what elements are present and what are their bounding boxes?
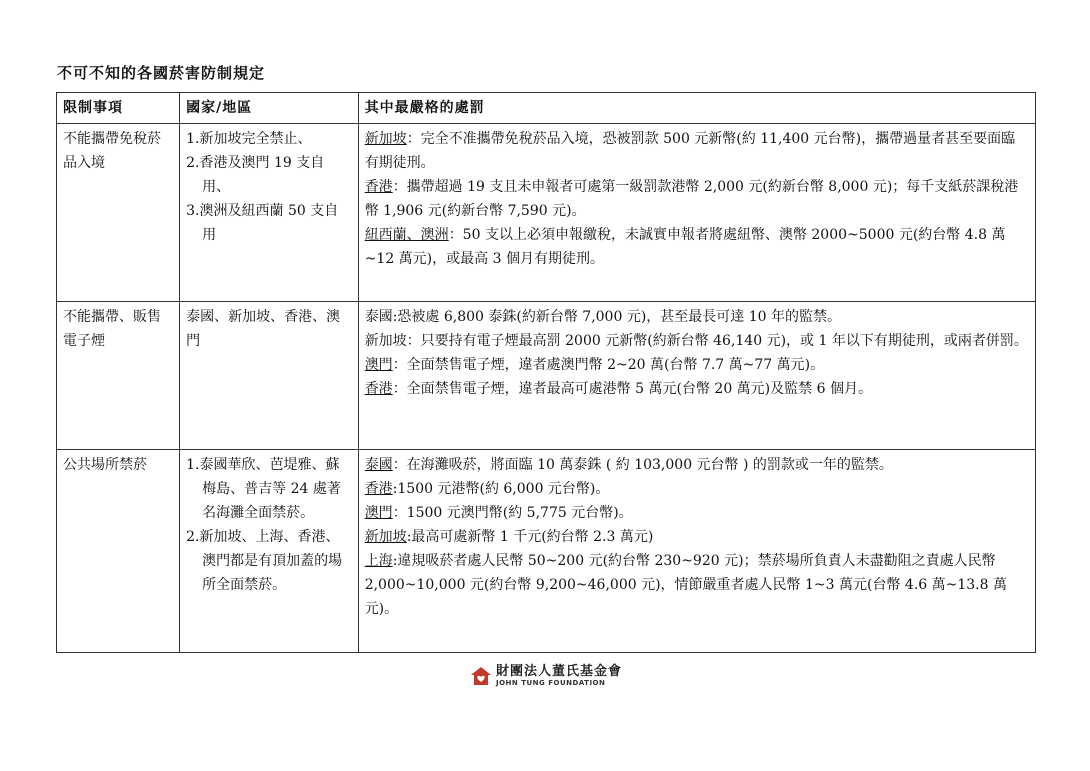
region-cell bbox=[180, 450, 359, 653]
penalty-entry bbox=[365, 549, 1029, 621]
restriction-text: 不能攜帶免稅菸品入境 bbox=[63, 131, 161, 171]
logo-chinese-text: 財團法人董氏基金會 bbox=[496, 664, 623, 679]
header-region: 國家/地區 bbox=[180, 93, 359, 124]
penalty-region-tag: 泰國 bbox=[364, 457, 393, 473]
region-item: 泰國、新加坡、香港、澳門 bbox=[186, 309, 341, 349]
penalty-entry bbox=[365, 305, 1029, 329]
penalty-text: ：只要持有電子煙最高罰 2000 元新幣(約新台幣 46,140 元)，或 1 年以下有期徒刑，或兩者併罰。 bbox=[406, 333, 1028, 349]
penalty-text: :1500 元港幣(約 6,000 元台幣)。 bbox=[392, 481, 610, 497]
penalty-text: ：完全不准攜帶免稅菸品入境，恐被罰款 500 元新幣(約 11,400 元台幣)，攜帶過量者甚至要面臨有期徒刑。 bbox=[364, 131, 1016, 171]
restriction-text: 公共場所禁菸 bbox=[63, 457, 147, 473]
penalty-entry bbox=[365, 175, 1029, 223]
penalty-region-tag: 新加坡 bbox=[364, 333, 407, 349]
region-cell bbox=[180, 302, 359, 450]
penalty-region-tag: 澳門 bbox=[364, 357, 393, 373]
penalty-region-tag: 新加坡 bbox=[364, 131, 407, 147]
penalty-text: ：全面禁售電子煙，違者處澳門幣 2~20 萬(台幣 7.7 萬~77 萬元)。 bbox=[392, 357, 825, 373]
penalty-cell bbox=[358, 450, 1035, 653]
region-item: 2.香港及澳門 19 支自用、 bbox=[186, 155, 325, 195]
table-row bbox=[57, 302, 1036, 450]
region-item: 1.泰國華欣、芭堤雅、蘇梅島、普吉等 24 處著名海灘全面禁菸。 bbox=[186, 457, 341, 521]
region-cell bbox=[180, 124, 359, 302]
restriction-cell bbox=[57, 450, 180, 653]
penalty-text: :違規吸菸者處人民幣 50~200 元(約台幣 230~920 元)；禁菸場所負責人未盡勸阻之責處人民幣 2,000~10,000 元(約台幣 9,200~46,000 元)，情節嚴重者處人民幣 1~3 萬元(台幣 4.6 萬~13.8 萬元)。 bbox=[364, 553, 1007, 617]
penalty-region-tag: 紐西蘭、澳洲 bbox=[364, 227, 449, 243]
penalty-entry bbox=[365, 223, 1029, 271]
penalty-entry bbox=[365, 525, 1029, 549]
restriction-cell bbox=[57, 124, 180, 302]
region-item: 3.澳洲及紐西蘭 50 支自用 bbox=[186, 203, 339, 243]
document-title: 不可不知的各國菸害防制規定 bbox=[57, 64, 266, 82]
penalty-region-tag: 上海 bbox=[364, 553, 393, 569]
penalty-text: ：1500 元澳門幣(約 5,775 元台幣)。 bbox=[392, 505, 633, 521]
header-restriction: 限制事項 bbox=[57, 93, 180, 124]
logo-english-text: JOHN TUNG FOUNDATION bbox=[496, 679, 606, 687]
region-item: 1.新加坡完全禁止、 bbox=[186, 131, 312, 147]
table-header-row bbox=[57, 93, 1036, 124]
penalty-entry bbox=[365, 353, 1029, 377]
penalty-cell bbox=[358, 302, 1035, 450]
foundation-logo bbox=[470, 665, 622, 687]
penalty-region-tag: 泰國 bbox=[364, 309, 393, 325]
penalty-cell bbox=[358, 124, 1035, 302]
table-row bbox=[57, 450, 1036, 653]
penalty-text: ：攜帶超過 19 支且未申報者可處第一級罰款港幣 2,000 元(約新台幣 8,000 元)；每千支紙菸課稅港幣 1,906 元(約新台幣 7,590 元)。 bbox=[364, 179, 1019, 219]
penalty-entry bbox=[365, 377, 1029, 401]
table-row bbox=[57, 124, 1036, 302]
penalty-text: ：全面禁售電子煙，違者最高可處港幣 5 萬元(台幣 20 萬元)及監禁 6 個月。 bbox=[392, 381, 872, 397]
penalty-entry bbox=[365, 329, 1029, 353]
restriction-text: 不能攜帶、販售電子煙 bbox=[63, 309, 161, 349]
penalty-entry bbox=[365, 127, 1029, 175]
penalty-entry bbox=[365, 453, 1029, 477]
penalty-text: :恐被處 6,800 泰銖(約新台幣 7,000 元)，甚至最長可達 10 年的監禁。 bbox=[392, 309, 842, 325]
penalty-region-tag: 新加坡 bbox=[364, 529, 407, 545]
regulations-table bbox=[56, 92, 1036, 653]
restriction-cell bbox=[57, 302, 180, 450]
penalty-region-tag: 香港 bbox=[364, 481, 393, 497]
penalty-region-tag: 香港 bbox=[364, 179, 393, 195]
header-penalty: 其中最嚴格的處罰 bbox=[358, 93, 1035, 124]
region-item: 2.新加坡、上海、香港、澳門都是有頂加蓋的場所全面禁菸。 bbox=[186, 529, 343, 593]
penalty-entry bbox=[365, 501, 1029, 525]
penalty-text: :最高可處新幣 1 千元(約台幣 2.3 萬元) bbox=[406, 529, 654, 545]
penalty-region-tag: 香港 bbox=[364, 381, 393, 397]
penalty-region-tag: 澳門 bbox=[364, 505, 393, 521]
penalty-entry bbox=[365, 477, 1029, 501]
house-heart-icon bbox=[470, 666, 492, 686]
penalty-text: ：在海灘吸菸，將面臨 10 萬泰銖 ( 約 103,000 元台幣 ) 的罰款或一年的監禁。 bbox=[392, 457, 893, 473]
penalty-text: ：50 支以上必須申報繳稅，未誠實申報者將處紐幣、澳幣 2000~5000 元(約台幣 4.8 萬~12 萬元)，或最高 3 個月有期徒刑。 bbox=[364, 227, 1006, 267]
